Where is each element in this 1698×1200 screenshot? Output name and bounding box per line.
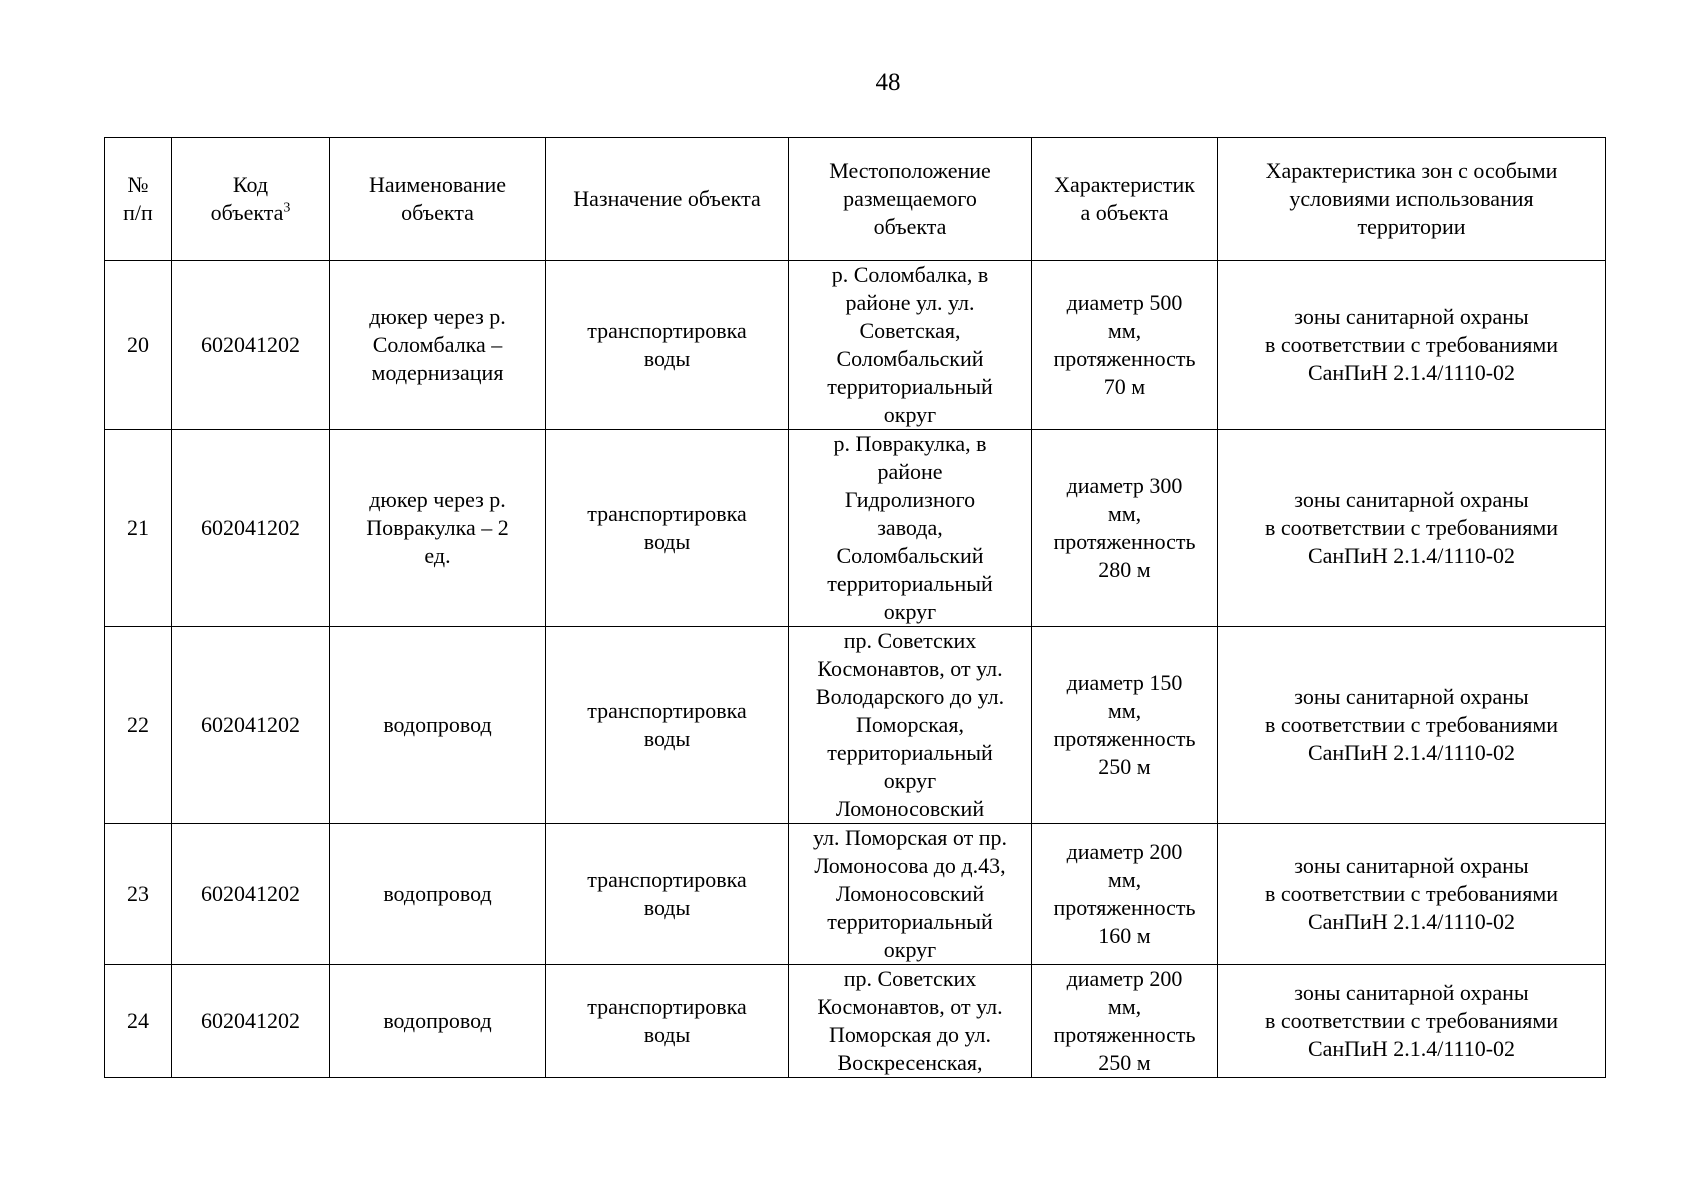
cell-location: р. Соломбалка, в районе ул. ул. Советская, Соломбальский территориальный округ (789, 261, 1032, 430)
cell-location: пр. Советских Космонавтов, от ул. Володарского до ул. Поморская, территориальный округ Ломоносовский (789, 627, 1032, 824)
cell-num: 20 (105, 261, 172, 430)
cell-num: 24 (105, 965, 172, 1078)
header-code (172, 138, 330, 261)
cell-characteristic: диаметр 300 мм, протяженность 280 м (1032, 430, 1218, 627)
header-zones: Характеристика зон с особыми условиями использования территории (1218, 138, 1606, 261)
cell-num: 22 (105, 627, 172, 824)
cell-characteristic: диаметр 150 мм, протяженность 250 м (1032, 627, 1218, 824)
cell-location: пр. Советских Космонавтов, от ул. Поморская до ул. Воскресенская, (789, 965, 1032, 1078)
page-number: 48 (875, 69, 901, 96)
cell-zones: зоны санитарной охраны в соответствии с требованиями СанПиН 2.1.4/1110-02 (1218, 965, 1606, 1078)
cell-zones: зоны санитарной охраны в соответствии с требованиями СанПиН 2.1.4/1110-02 (1218, 627, 1606, 824)
cell-purpose: транспортировка воды (546, 261, 789, 430)
header-row (105, 138, 1606, 261)
cell-code: 602041202 (172, 430, 330, 627)
header-code-label: Код объекта (210, 172, 284, 225)
cell-num: 23 (105, 824, 172, 965)
objects-table (104, 137, 1606, 1078)
cell-name: водопровод (330, 627, 546, 824)
cell-name: дюкер через р. Соломбалка – модернизация (330, 261, 546, 430)
cell-location: ул. Поморская от пр. Ломоносова до д.43, Ломоносовский территориальный округ (789, 824, 1032, 965)
cell-zones: зоны санитарной охраны в соответствии с требованиями СанПиН 2.1.4/1110-02 (1218, 261, 1606, 430)
cell-characteristic: диаметр 200 мм, протяженность 160 м (1032, 824, 1218, 965)
cell-purpose: транспортировка воды (546, 430, 789, 627)
table-row (105, 627, 1606, 824)
cell-characteristic: диаметр 200 мм, протяженность 250 м (1032, 965, 1218, 1078)
cell-purpose: транспортировка воды (546, 965, 789, 1078)
table-row (105, 965, 1606, 1078)
header-num: № п/п (105, 138, 172, 261)
table-row (105, 261, 1606, 430)
cell-code: 602041202 (172, 627, 330, 824)
header-purpose: Назначение объекта (546, 138, 789, 261)
header-code-footnote: 3 (283, 200, 291, 216)
table-row (105, 824, 1606, 965)
header-name: Наименование объекта (330, 138, 546, 261)
cell-code: 602041202 (172, 261, 330, 430)
header-characteristic: Характеристик а объекта (1032, 138, 1218, 261)
cell-location: р. Повракулка, в районе Гидролизного завода, Соломбальский территориальный округ (789, 430, 1032, 627)
cell-name: водопровод (330, 965, 546, 1078)
cell-num: 21 (105, 430, 172, 627)
cell-name: водопровод (330, 824, 546, 965)
cell-characteristic: диаметр 500 мм, протяженность 70 м (1032, 261, 1218, 430)
cell-zones: зоны санитарной охраны в соответствии с требованиями СанПиН 2.1.4/1110-02 (1218, 430, 1606, 627)
cell-code: 602041202 (172, 824, 330, 965)
cell-name: дюкер через р. Повракулка – 2 ед. (330, 430, 546, 627)
header-location: Местоположение размещаемого объекта (789, 138, 1032, 261)
cell-zones: зоны санитарной охраны в соответствии с требованиями СанПиН 2.1.4/1110-02 (1218, 824, 1606, 965)
cell-purpose: транспортировка воды (546, 627, 789, 824)
cell-code: 602041202 (172, 965, 330, 1078)
table-row (105, 430, 1606, 627)
cell-purpose: транспортировка воды (546, 824, 789, 965)
